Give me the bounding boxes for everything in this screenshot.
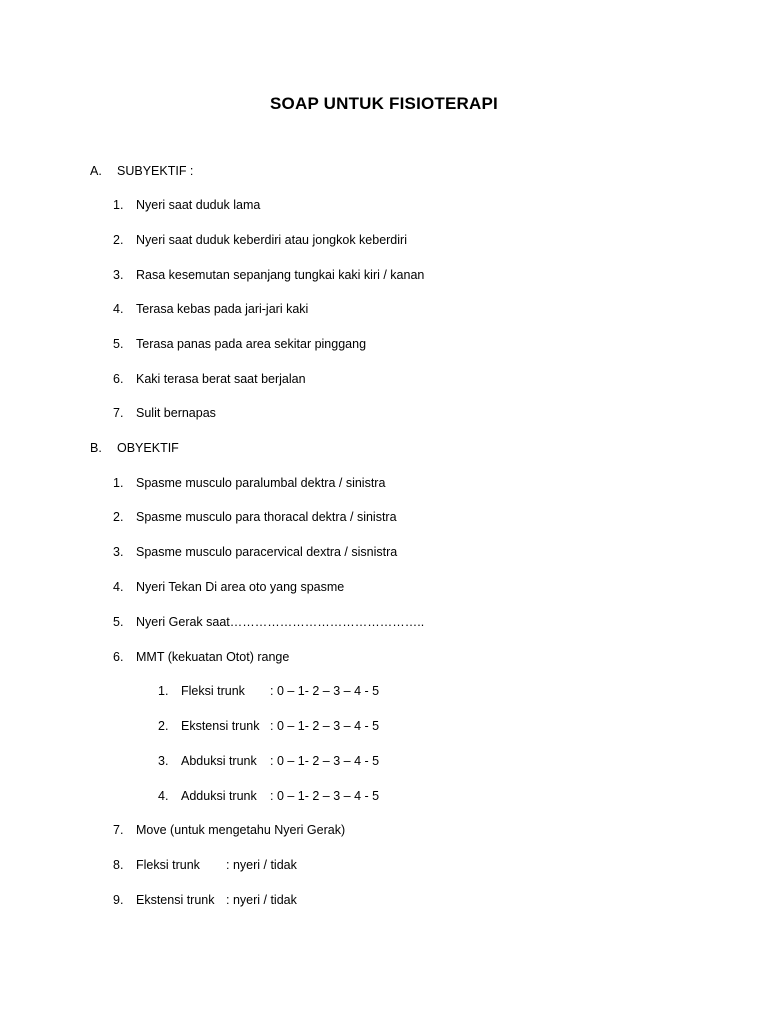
list-item-text: Terasa kebas pada jari-jari kaki (136, 302, 309, 316)
sublist-item-value: : 0 – 1- 2 – 3 – 4 - 5 (270, 754, 380, 768)
list-item-number: 8. (113, 858, 124, 872)
section-heading: SUBYEKTIF : (117, 164, 194, 178)
section-letter: A. (90, 164, 102, 178)
sublist-item-value: : 0 – 1- 2 – 3 – 4 - 5 (270, 789, 380, 803)
list-item-text: Terasa panas pada area sekitar pinggang (136, 337, 367, 351)
list-item-text: Spasme musculo paralumbal dektra / sinistra (136, 476, 386, 490)
list-item-number: 3. (113, 545, 124, 559)
sublist-item-text: Fleksi trunk (181, 684, 245, 698)
list-item-number: 1. (113, 198, 124, 212)
sublist-item-number: 1. (158, 684, 169, 698)
list-item-value: : nyeri / tidak (226, 858, 297, 872)
list-item-number: 4. (113, 580, 124, 594)
list-item-text: Ekstensi trunk (136, 893, 215, 907)
list-item-text: Sulit bernapas (136, 406, 216, 420)
sublist-item-number: 2. (158, 719, 169, 733)
list-item-text: Spasme musculo paracervical dextra / sisnistra (136, 545, 398, 559)
list-item-number: 4. (113, 302, 124, 316)
list-item-number: 3. (113, 268, 124, 282)
list-item-text: Spasme musculo para thoracal dektra / sinistra (136, 510, 397, 524)
sublist-item-value: : 0 – 1- 2 – 3 – 4 - 5 (270, 684, 380, 698)
list-item-text: Rasa kesemutan sepanjang tungkai kaki kiri / kanan (136, 268, 425, 282)
list-item-number: 7. (113, 406, 124, 420)
list-item-number: 2. (113, 510, 124, 524)
sublist-item-text: Ekstensi trunk (181, 719, 260, 733)
sublist-item-text: Abduksi trunk (181, 754, 257, 768)
list-item-value: : nyeri / tidak (226, 893, 297, 907)
list-item-number: 1. (113, 476, 124, 490)
list-item-number: 2. (113, 233, 124, 247)
list-item-number: 9. (113, 893, 124, 907)
list-item-number: 6. (113, 372, 124, 386)
list-item-number: 6. (113, 650, 124, 664)
list-item-text: Nyeri Tekan Di area oto yang spasme (136, 580, 345, 594)
section-heading: OBYEKTIF (117, 441, 179, 455)
list-item-text: Move (untuk mengetahu Nyeri Gerak) (136, 823, 346, 837)
sublist-item-value: : 0 – 1- 2 – 3 – 4 - 5 (270, 719, 380, 733)
list-item-text: Nyeri saat duduk keberdiri atau jongkok keberdiri (136, 233, 407, 247)
list-item-number: 5. (113, 615, 124, 629)
page-title: SOAP UNTUK FISIOTERAPI (270, 94, 498, 113)
section-letter: B. (90, 441, 102, 455)
list-item-number: 7. (113, 823, 124, 837)
sublist-item-number: 4. (158, 789, 169, 803)
list-item-number: 5. (113, 337, 124, 351)
list-item-text: MMT (kekuatan Otot) range (136, 650, 290, 664)
sublist-item-number: 3. (158, 754, 169, 768)
list-item-text: Fleksi trunk (136, 858, 200, 872)
sublist-item-text: Adduksi trunk (181, 789, 257, 803)
list-item-text: Nyeri Gerak saat……………………………………….. (136, 615, 425, 629)
list-item-text: Kaki terasa berat saat berjalan (136, 372, 306, 386)
list-item-text: Nyeri saat duduk lama (136, 198, 261, 212)
